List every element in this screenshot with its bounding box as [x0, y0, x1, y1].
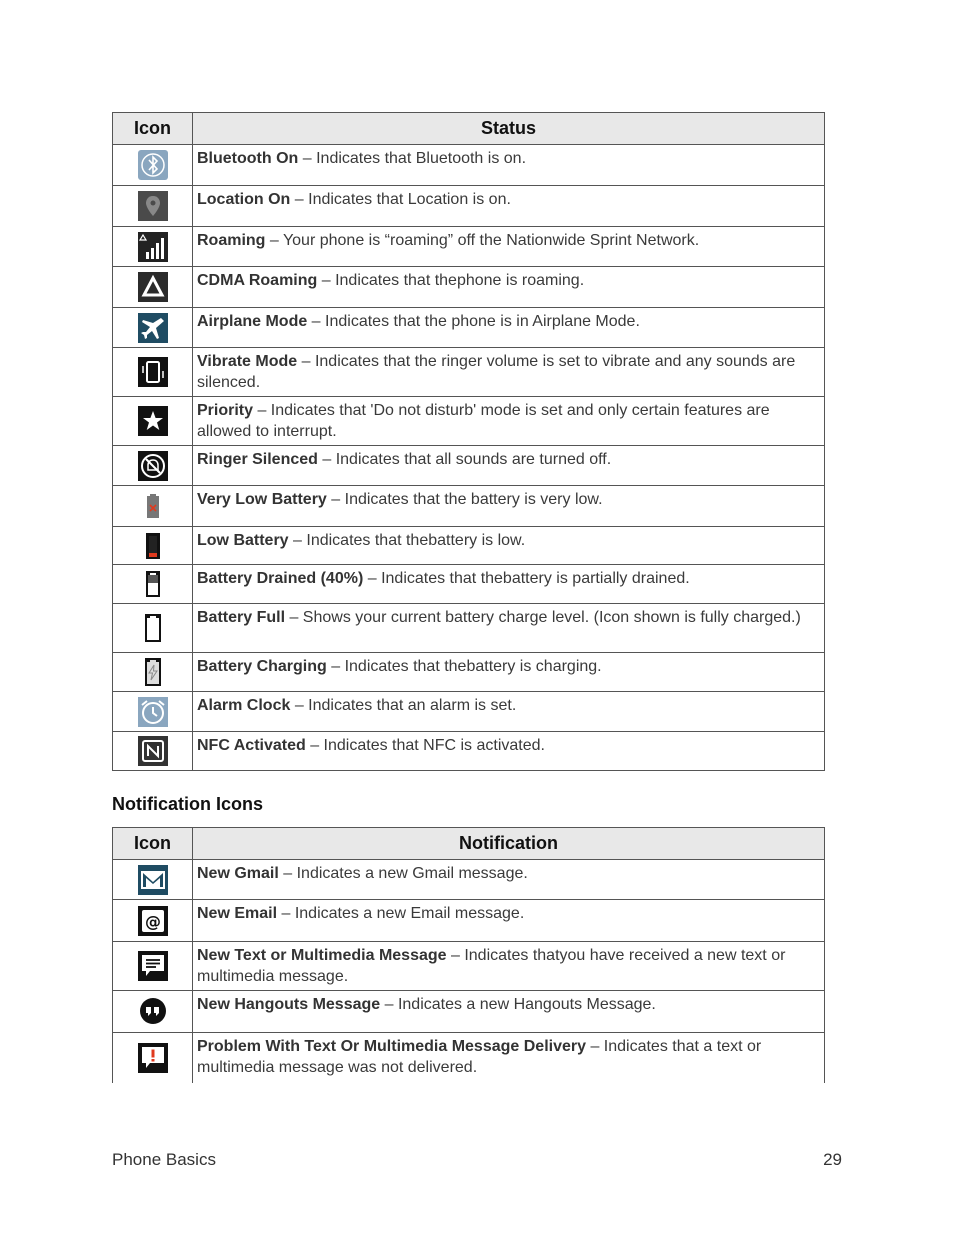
row-description: – Indicates that an alarm is set. [290, 697, 517, 714]
row-name: New Hangouts Message [197, 996, 381, 1013]
table-row [113, 900, 825, 942]
row-description: – Your phone is “roaming” off the Nationwide Sprint Network. [265, 232, 700, 249]
battery-full-icon [138, 613, 168, 643]
row-name: Priority [197, 402, 254, 419]
notification-icons-table [112, 827, 825, 1083]
low-battery-icon [138, 531, 168, 561]
icon-column-header: Icon [113, 113, 193, 145]
section-title: Notification Icons [112, 794, 264, 814]
row-description: – Indicates thatyou have received a new text or multimedia message. [197, 947, 786, 985]
table-row [113, 308, 825, 348]
row-description: – Indicates that the ringer volume is set to vibrate and any sounds are silenced. [197, 353, 796, 391]
text-message-icon [138, 951, 168, 981]
row-description: – Indicates a new Gmail message. [278, 865, 528, 882]
row-name: New Email [197, 905, 278, 922]
row-name: Battery Drained (40%) [197, 570, 364, 587]
row-name: Very Low Battery [197, 491, 327, 508]
row-name: Battery Charging [197, 658, 327, 675]
row-name: Airplane Mode [197, 313, 308, 330]
row-name: Location On [197, 191, 291, 208]
table-row [113, 446, 825, 486]
table-row [113, 397, 825, 446]
message-error-icon [138, 1043, 168, 1073]
row-description: – Indicates that all sounds are turned off. [317, 451, 612, 468]
priority-star-icon [138, 406, 168, 436]
roaming-icon [138, 232, 168, 262]
table-row [113, 604, 825, 653]
gmail-icon [138, 865, 168, 895]
table-row [113, 565, 825, 604]
airplane-icon [138, 313, 168, 343]
cdma-roaming-icon [138, 272, 168, 302]
row-description: – Indicates that 'Do not disturb' mode is set and only certain features are allowed to interrupt. [197, 402, 770, 440]
hangouts-icon [138, 997, 168, 1027]
row-name: Roaming [197, 232, 266, 249]
row-description: – Indicates that Location is on. [290, 191, 511, 208]
footer-section-name: Phone Basics [112, 1150, 216, 1169]
table-row [113, 145, 825, 186]
row-description: – Indicates a new Hangouts Message. [380, 996, 656, 1013]
row-description: – Indicates that the phone is in Airplane Mode. [307, 313, 640, 330]
status-column-header: Status [193, 113, 825, 145]
table-row [113, 991, 825, 1033]
table-row [113, 527, 825, 565]
table-row [113, 486, 825, 527]
table-row [113, 732, 825, 771]
table-row [113, 942, 825, 991]
row-name: New Text or Multimedia Message [197, 947, 447, 964]
row-description: – Indicates that thebattery is partially drained. [363, 570, 690, 587]
battery-drained-icon [138, 569, 168, 599]
table-row [113, 1033, 825, 1083]
row-name: Low Battery [197, 532, 289, 549]
table-row [113, 348, 825, 397]
icon-column-header: Icon [113, 828, 193, 860]
row-name: New Gmail [197, 865, 279, 882]
svg-text:@: @ [144, 911, 161, 931]
table-row [113, 653, 825, 692]
row-description: – Indicates that thephone is roaming. [317, 272, 585, 289]
row-description: – Indicates a new Email message. [277, 905, 525, 922]
row-description: – Indicates that thebattery is low. [288, 532, 526, 549]
notification-column-header: Notification [193, 828, 825, 860]
battery-charging-icon [138, 657, 168, 687]
footer-page-number: 29 [823, 1150, 842, 1169]
row-name: CDMA Roaming [197, 272, 318, 289]
row-description: – Indicates that NFC is activated. [305, 737, 545, 754]
row-name: NFC Activated [197, 737, 306, 754]
row-description: – Indicates that thebattery is charging. [326, 658, 602, 675]
row-name: Alarm Clock [197, 697, 291, 714]
row-name: Ringer Silenced [197, 451, 318, 468]
very-low-battery-icon [138, 491, 168, 521]
table-row [113, 227, 825, 267]
table-row [113, 692, 825, 732]
ringer-silenced-icon [138, 451, 168, 481]
bluetooth-icon [138, 150, 168, 180]
alarm-clock-icon [138, 697, 168, 727]
email-icon [138, 906, 168, 936]
table-row [113, 267, 825, 308]
nfc-icon [138, 736, 168, 766]
row-name: Bluetooth On [197, 150, 299, 167]
row-name: Battery Full [197, 609, 286, 626]
row-description: – Indicates that a text or multimedia message was not delivered. [197, 1038, 762, 1076]
table-row [113, 860, 825, 900]
vibrate-icon [138, 357, 168, 387]
row-name: Vibrate Mode [197, 353, 298, 370]
location-icon [138, 191, 168, 221]
row-description: – Shows your current battery charge level. (Icon shown is fully charged.) [285, 609, 801, 626]
row-name: Problem With Text Or Multimedia Message Delivery [197, 1038, 586, 1055]
status-icons-table [112, 112, 825, 771]
table-row [113, 186, 825, 227]
row-description: – Indicates that Bluetooth is on. [298, 150, 527, 167]
row-description: – Indicates that the battery is very low. [326, 491, 603, 508]
